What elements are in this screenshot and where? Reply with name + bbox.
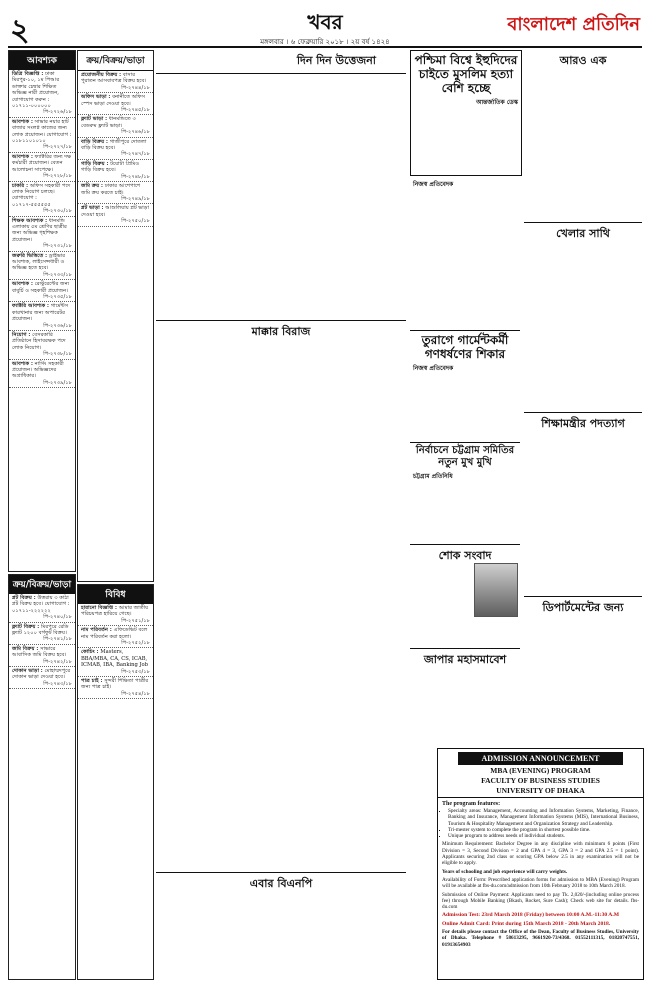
ad-lead: আবশ্যক :	[12, 153, 35, 160]
story-body	[156, 74, 406, 318]
story-byline: নিজস্ব প্রতিবেদক	[413, 181, 454, 188]
classified-ad	[9, 70, 75, 118]
ad-body: বেসরকারি প্রতিষ্ঠানে হিসাবরক্ষক পদে লোক নিয়োগ।	[12, 332, 66, 351]
experience-note: Years of schooling and job experience will carry weights.	[442, 868, 568, 875]
feature-item: ▪ Tri-mester system to complete the program in shortest possible time.	[448, 827, 639, 833]
story-body	[524, 73, 642, 218]
story-headline: শোক সংবাদ	[438, 549, 492, 562]
classified-ad	[78, 677, 153, 699]
ad-ref: পি-২৭২৬/১৮	[43, 109, 72, 116]
ad-body: অফিস সহকারী পদে লোক নিয়োগ চলছে। যোগাযোগ : ০১৭১৭-৫৫৫৫৫৫	[12, 182, 71, 208]
online-payment: Submission of Online Payment: Applicants need to pay Tk. 2,020/-(including online process fee) through Mobile Banking (Bkash, Rocket, Sure Cash); Check web site for details. fbs-du.com	[442, 891, 639, 911]
classified-ad	[78, 648, 153, 677]
ad-ref: পি-২৭৪৮/১৮	[121, 173, 150, 180]
ad-body: উত্তরায় ৩ কাঠা প্লট বিক্রয় হবে। যোগাযোগ : ০১৭১১-২২২২২২	[12, 595, 70, 614]
ad-body: মিরপুরে রেডি ফ্ল্যাট ১২০০ বর্গফুট বিক্রয়।	[12, 623, 69, 637]
ad-body: বনানীতে অফিস স্পেস ভাড়া দেওয়া হবে।	[81, 94, 145, 107]
ad-body: ড্রাইভার আবশ্যক, লাইসেন্সধারী ও অভিজ্ঞ হতে হবে।	[12, 252, 66, 272]
classified-ad	[78, 160, 153, 182]
ad-lead: নাম পরিবর্তন :	[81, 627, 114, 634]
ad-lead: বাড়ি বিক্রয় :	[81, 138, 110, 145]
classified-ad	[9, 153, 75, 182]
classified-ad	[78, 604, 153, 626]
story-body	[524, 246, 642, 409]
story-body	[156, 896, 406, 979]
announcement-faculty: FACULTY OF BUSINESS STUDIES	[481, 776, 600, 785]
ad-lead: গাড়ি বিক্রয় :	[81, 160, 111, 167]
minimum-requirement: Minimum Requirement: Bachelor Degree in any discipline with minimum 6 points (First Division = 3, Second Division = 2 and GPA 4 = 3, GPA 3 = 2 and GPA 2.5 = 1 point). Applicants securing 2nd class or scoring GPA below 2.5 in any examination will not be eligible to apply.	[442, 841, 639, 867]
features-label: The program features:	[442, 801, 501, 807]
story-eber-birpani	[156, 872, 406, 979]
ad-ref: পি-২৭৩০/১৮	[43, 208, 72, 215]
story-makkar-biraj	[156, 320, 406, 869]
ad-body: রেস্টুরেন্টের জন্য বাবুর্চি ও সহকারী প্রয়োজন।	[12, 281, 70, 294]
classified-ad	[78, 93, 153, 115]
contact-info: For details please contact the Office of the Dean, Faculty of Business Studies, University of Dhaka. Telephone # 58613295, 9661920-73/4368. 01552111315, 01820747551, 01913654903	[442, 929, 639, 948]
classified-ad	[78, 204, 153, 226]
classified-ad	[78, 626, 153, 648]
ad-lead: নিয়োগ :	[12, 332, 33, 339]
classified-ad	[9, 252, 75, 281]
ad-ref: পি-২৭৩৫/১৮	[43, 294, 72, 300]
feature-item: ▪ Unique program to address needs of individual students.	[448, 833, 639, 839]
story-headline: খেলার সাথি	[556, 227, 610, 240]
classifieds-column-1b	[8, 574, 76, 980]
ad-lead: আবশ্যক :	[12, 118, 35, 125]
ad-lead: প্লট ভাড়া :	[81, 205, 106, 212]
ad-body: নার্সিং সহকারী প্রয়োজন। অভিজ্ঞদের অগ্রাধিকার।	[12, 360, 64, 380]
story-shikkha	[524, 412, 642, 593]
story-body	[410, 568, 476, 645]
story-body	[524, 436, 642, 593]
classified-ad	[78, 115, 153, 137]
ad-ref: পি-২৭৪০/১৮	[43, 614, 72, 621]
ad-ref: পি-২৭৫৪/১৮	[121, 690, 150, 697]
ad-lead: হারানো বিজ্ঞপ্তি :	[81, 605, 119, 611]
story-body	[156, 344, 406, 869]
story-headline: পশ্চিমা বিশ্বে ইহুদিদের চাইতে মুসলিম হত্যা বেশি হচ্ছে	[414, 53, 518, 95]
ad-body: বাসার পুরাতন আসবাবপত্র বিক্রয় হবে।	[81, 72, 147, 85]
ad-body: আমার জাতীয় পরিচয়পত্র হারিয়ে গেছে।	[81, 605, 149, 618]
newspaper-brand: বাংলাদেশ প্রতিদিন	[507, 14, 640, 35]
ad-lead: ফ্যাক্টরি আবশ্যক :	[12, 303, 51, 310]
classified-list	[9, 70, 75, 388]
story-shok	[410, 544, 520, 645]
classifieds-heading: ক্রয়/বিক্রয়/ভাড়া	[9, 575, 75, 594]
ad-lead: অফিস ভাড়া :	[81, 94, 113, 101]
ad-ref: পি-২৭৫৩/১৮	[121, 668, 150, 675]
story-headline: এবার বিএনপি	[249, 877, 313, 890]
story-body	[524, 620, 642, 745]
ad-lead: জমি ক্রয় :	[81, 183, 105, 190]
ad-body: আশুলিয়ায় প্লট ভাড়া দেওয়া হবে।	[81, 205, 150, 218]
announcement-program: MBA (EVENING) PROGRAM	[490, 766, 591, 775]
form-availability: Availability of Form: Prescribed application forms for admission to MBA (Evening) Program will be available at fbs-du.com/admission from 10th February 2018 to 10th March 2018.	[442, 876, 639, 890]
classified-ad	[78, 71, 153, 93]
ad-lead: ফ্ল্যাট ভাড়া :	[81, 116, 109, 123]
ad-body: এফিডেভিট বলে নাম পরিবর্তন করা হলো।	[81, 627, 148, 640]
story-headline: তুরাগে গার্মেন্টকর্মী গণধর্ষণের শিকার	[421, 333, 509, 361]
ad-body: গার্মেন্টস কারখানার জন্য অপারেটর প্রয়োজন।	[12, 303, 69, 323]
classified-ad	[9, 217, 75, 252]
classified-ad	[9, 118, 75, 153]
ad-ref: পি-২৭৩৩/১৮	[43, 271, 72, 278]
ad-body: গাজীপুরে দোতলা বাড়ি বিক্রয় হবে।	[81, 138, 147, 152]
story-body	[410, 191, 520, 326]
story-din-protidin	[156, 50, 406, 318]
ad-ref: পি-২৭২৮/১৮	[43, 173, 72, 180]
classified-list	[9, 594, 75, 689]
ad-lead: চাকরি :	[12, 182, 30, 189]
story-japan	[410, 648, 520, 745]
ad-lead: ফ্ল্যাট বিক্রয় :	[12, 623, 42, 630]
classified-ad	[9, 594, 75, 623]
classifieds-column-2	[77, 50, 154, 582]
ad-ref: পি-২৭৩৯/১৮	[43, 379, 72, 386]
story-headline: ডিপার্টমেন্টের জন্য	[542, 601, 624, 614]
ad-lead: ডিগ্রি বিজ্ঞপ্তি :	[12, 71, 46, 77]
ad-body: সাভার নয়ার হাট বাজার সংলগ্ন কাজের জন্য লোক প্রয়োজন। যোগাযোগ : ০১৮১১০১০১০	[12, 118, 72, 145]
page-number: ২	[10, 13, 30, 48]
story-khela	[524, 222, 642, 409]
story-byline: আন্তর্জাতিক ডেস্ক	[476, 99, 518, 106]
features-list	[438, 808, 643, 839]
ad-lead: কোচিং :	[81, 649, 101, 656]
story-byline: চট্টগ্রাম প্রতিনিধি	[413, 473, 453, 480]
ad-body: Masters, BBA/MBA, CA, CS, ICAB, ICMAB, IBA, Banking Job	[81, 649, 148, 669]
ad-ref: পি-২৭৫২/১৮	[121, 640, 150, 647]
classified-list	[78, 71, 153, 227]
story-byline: নিজস্ব প্রতিবেদক	[413, 365, 454, 372]
ad-ref: পি-২৭৩১/১৮	[43, 243, 72, 250]
story-dip	[524, 596, 642, 745]
classified-ad	[9, 280, 75, 302]
admission-test-date: Admission Test: 23rd March 2018 (Friday) between 10:00 A.M.-11:30 A.M	[442, 912, 620, 919]
story-headline: দিন দিন উত্তেজনা	[296, 54, 376, 67]
classified-ad	[9, 360, 75, 389]
ad-lead: পাত্র চাই :	[81, 678, 105, 685]
ad-body: ধানমন্ডি এলাকায় ৫ম শ্রেণির ছাত্রীর জন্য অভিজ্ঞ গৃহশিক্ষক প্রয়োজন।	[12, 217, 67, 243]
ad-lead: জমি বিক্রয় :	[12, 645, 41, 652]
ad-body: ফ্যাক্টরির জন্য দক্ষ কর্মচারী প্রয়োজন। বেতন আলোচনা সাপেক্ষে।	[12, 153, 72, 173]
ad-ref: পি-২৭৪২/১৮	[43, 658, 72, 665]
story-tungo	[410, 330, 520, 439]
story-headline: নির্বাচনে চট্টগ্রাম সমিতির নতুন মুখ মুখি	[415, 445, 515, 468]
ad-ref: পি-২৭৪৩/১৮	[43, 680, 72, 687]
admit-card-date: Online Admit Card: Print during 15th March 2018 - 20th March 2018.	[442, 920, 611, 927]
classified-ad	[9, 623, 75, 645]
ad-lead: আবশ্যক :	[12, 281, 35, 288]
classifieds-heading: আবশ্যক	[9, 51, 75, 70]
admission-announcement	[437, 748, 644, 980]
classifieds-heading: বিবিধ	[78, 585, 153, 604]
classifieds-column-2b	[77, 584, 154, 980]
ad-ref: পি-২৭৪৯/১৮	[121, 195, 150, 202]
classified-ad	[9, 182, 75, 217]
story-headline: জাপার মহাসমাবেশ	[423, 653, 507, 666]
ad-ref: পি-২৭৪৪/১৮	[121, 84, 150, 91]
dateline: মঙ্গলবার । ৬ ফেব্রুয়ারি ২০১৮ । ২য় বর্ষ ১৪২৪	[260, 38, 390, 46]
classified-ad	[78, 182, 153, 204]
ad-lead: প্লট বিক্রয় :	[12, 595, 38, 601]
ad-lead: শিক্ষক আবশ্যক :	[12, 217, 49, 224]
classified-ad	[78, 138, 153, 160]
story-prashashon	[410, 178, 520, 326]
story-body	[410, 375, 520, 435]
classified-ad	[9, 302, 75, 331]
ad-lead: প্রয়োজনীয় বিক্রয় :	[81, 72, 123, 78]
ad-body: ধানমন্ডিতে ৩ বেডরুম ফ্ল্যাট ভাড়া।	[81, 116, 136, 129]
ad-lead: দোকান ভাড়া :	[12, 668, 45, 675]
story-body	[410, 672, 520, 745]
classified-ad	[9, 667, 75, 689]
ad-body: মোহাম্মদপুরে দোকান ভাড়া দেওয়া হবে।	[12, 668, 71, 681]
classified-ad	[9, 645, 75, 667]
ad-body: ঢাকা মিরপুর-১০, ১ম পিআর ডাক্তার চেম্বার শিক্ষিত অভিজ্ঞ নারী প্রয়োজন, যোগাযোগ করুন : ০১৭১১-০০০০০০	[12, 71, 60, 110]
story-headline: মাক্কার বিরাজ	[251, 325, 311, 338]
masthead	[8, 6, 642, 48]
ad-body: টয়োটা প্রিমিও গাড়ি বিক্রয় হবে।	[81, 160, 140, 174]
ad-ref: পি-২৭৪৫/১৮	[121, 107, 150, 114]
portrait-photo	[474, 563, 518, 617]
ad-body: সুন্দরী শিক্ষিতা পাত্রীর জন্য পাত্র চাই।	[81, 678, 149, 691]
ad-body: ঢাকার আশেপাশে জমি ক্রয় করতে চাই।	[81, 183, 141, 196]
ad-lead: আবশ্যক :	[12, 360, 35, 367]
ad-lead: জরুরি ভিত্তিতে :	[12, 252, 49, 259]
story-body	[411, 109, 521, 169]
classified-ad	[9, 331, 75, 360]
ad-ref: পি-২৭৫১/১৮	[121, 617, 150, 624]
story-ar-ek	[524, 50, 642, 218]
ad-ref: পি-২৭২৭/১৮	[43, 144, 72, 151]
ad-body: সাভারে আবাসিক জমি বিক্রয় হবে।	[12, 645, 67, 659]
story-nirbachon	[410, 442, 520, 541]
ad-ref: পি-২৭৪৬/১৮	[121, 129, 150, 136]
classified-list	[78, 604, 153, 699]
feature-item: ▪ Specialty areas: Management, Accounting and Information Systems, Marketing, Finance, Banking and Insurance, Management Information Systems (MIS), International Business, Tourism & Hospitality Management and Organization Strategy and Leadership.	[448, 808, 639, 827]
announcement-title: ADMISSION ANNOUNCEMENT	[458, 752, 623, 765]
story-paschimara	[410, 50, 522, 176]
section-title: খবর	[307, 10, 343, 34]
ad-ref: পি-২৭৩৬/১৮	[43, 322, 72, 329]
ad-ref: পি-২৭৪৭/১৮	[121, 151, 150, 158]
story-headline: আরও এক	[559, 54, 607, 67]
announcement-university: UNIVERSITY OF DHAKA	[438, 786, 643, 798]
classifieds-heading: ক্রয়/বিক্রয়/ভাড়া	[78, 51, 153, 71]
story-headline: শিক্ষামন্ত্রীর পদত্যাগ	[541, 417, 625, 430]
classifieds-column-1	[8, 50, 76, 572]
ad-ref: পি-২৭৩৮/১৮	[43, 351, 72, 358]
story-body	[410, 483, 520, 539]
ad-ref: পি-২৭৫০/১৮	[121, 218, 150, 225]
ad-ref: পি-২৭৪১/১৮	[43, 636, 72, 643]
